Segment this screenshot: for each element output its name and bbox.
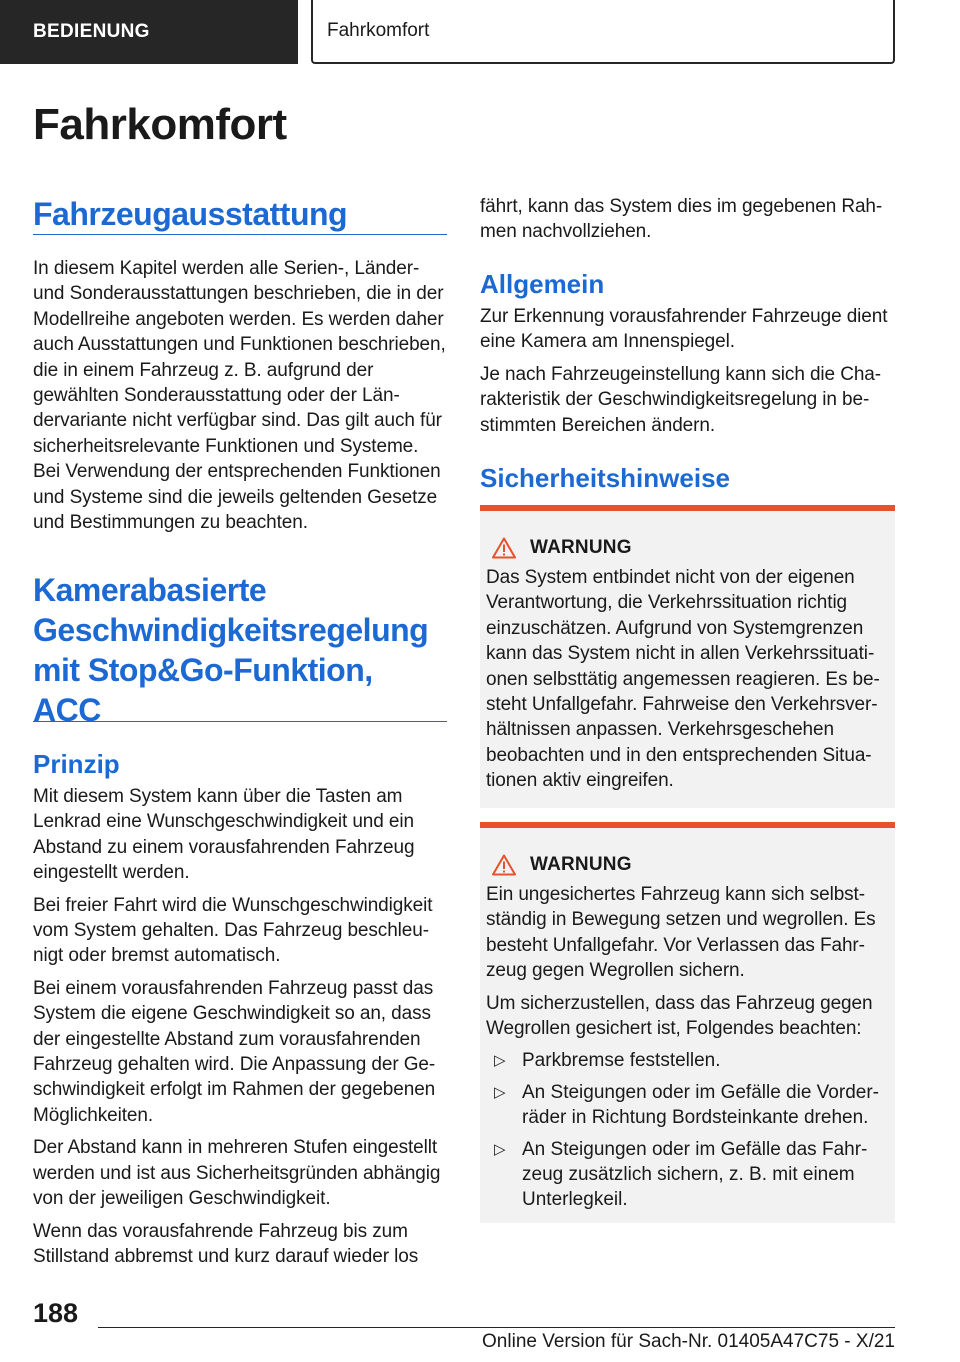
heading-fahrzeugausstattung: Fahrzeugausstattung xyxy=(33,196,348,232)
warning-triangle-icon xyxy=(492,854,516,876)
section-prinzip xyxy=(33,748,447,1269)
warning-title-text: WARNUNG xyxy=(530,854,632,875)
warning-bullet-list xyxy=(486,1048,889,1212)
header-topic-tab: Fahrkomfort xyxy=(311,0,895,64)
warning-text-2a: Ein ungesichertes Fahrzeug kann sich selbstständig in Bewegung setzen und wegrollen. Es besteht Unfallgefahr. Vor Verlassen das Fahrzeug gegen Wegrollen sichern. xyxy=(486,884,876,982)
rule-fahrzeugausstattung xyxy=(33,234,447,235)
text-prinzip-2: Bei freier Fahrt wird die Wunschgeschwindigkeit vom System gehalten. Das Fahrzeug beschleunigt oder bremst automatisch. xyxy=(33,894,433,967)
triangle-bullet-icon: ▷ xyxy=(494,1052,506,1070)
list-item: ▷ An Steigungen oder im Gefälle die Vorderräder in Richtung Bordsteinkante drehen. xyxy=(494,1081,879,1129)
list-item: ▷ An Steigungen oder im Gefälle das Fahrzeug zusätzlich sichern, z. B. mit einem Unterlegkeil. xyxy=(494,1138,868,1211)
text-allgemein-2: Je nach Fahrzeugeinstellung kann sich die Charakteristik der Geschwindigkeitsregelung in bestimmten Bereichen ändern. xyxy=(480,363,882,436)
triangle-bullet-icon: ▷ xyxy=(494,1083,506,1101)
text-fahrzeugausstattung: In diesem Kapitel werden alle Serien-, Länder- und Sonderausstattungen beschrieben, die in der Modellreihe angeboten werden. Es werden daher auch Ausstattungen und Funktionen beschrieben, die in einem Fahrzeug z. B. aufgrund der gewählten Sonderausstattung oder der Ländervariante nicht verfügbar sind. Das gilt auch für sicherheitsrelevante Funktionen und Systeme. Bei Verwendung der entsprechenden Funktionen und Systeme sind die jeweils geltenden Gesetze und Bestimmungen zu beachten. xyxy=(33,258,446,534)
warning-box-2 xyxy=(480,822,895,1223)
text-prinzip-1: Mit diesem System kann über die Tasten am Lenkrad eine Wunschgeschwindigkeit und ein Abstand zu einem vorausfahrenden Fahrzeug eingestellt werden. xyxy=(33,786,415,884)
text-continuation: fährt, kann das System dies im gegebenen Rahmen nachvollziehen. xyxy=(480,196,883,243)
heading-allgemein: Allgemein xyxy=(480,269,605,299)
text-allgemein-1: Zur Erkennung vorausfahrender Fahrzeuge dient eine Kamera am Innenspiegel. xyxy=(480,306,888,353)
rule-acc xyxy=(33,721,447,722)
warning-title xyxy=(486,537,889,559)
section-allgemein xyxy=(480,268,895,438)
footer-rule xyxy=(98,1327,895,1328)
text-prinzip-3: Bei einem vorausfahrenden Fahrzeug passt das System die eigene Geschwindigkeit so an, dass der eingestellte Abstand zum vorausfahrenden Fahrzeug gehalten wird. Die Anpassung der Geschwindigkeit erfolgt im Rahmen der gegebenen Möglichkeiten. xyxy=(33,977,436,1126)
warning-text-1: Das System entbindet nicht von der eigenen Verantwortung, die Verkehrssituation richtig einzuschätzen. Aufgrund von Systemgrenzen kann das System nicht in allen Verkehrssituationen selbsttätig angemessen reagieren. Es besteht Unfallgefahr. Fahrweise den Verkehrsverhältnissen anpassen. Verkehrsgeschehen beobachten und in den entsprechenden Situationen aktiv eingreifen. xyxy=(486,567,880,792)
header-section-tab: BEDIENUNG xyxy=(0,0,298,64)
text-prinzip-5: Wenn das vorausfahrende Fahrzeug bis zum Stillstand abbremst und kurz darauf wieder los xyxy=(33,1220,419,1267)
triangle-bullet-icon: ▷ xyxy=(494,1140,506,1158)
heading-prinzip: Prinzip xyxy=(33,749,120,779)
warning-title-text: WARNUNG xyxy=(530,537,632,558)
text-prinzip-4: Der Abstand kann in mehreren Stufen eingestellt werden und ist aus Sicherheitsgründen abhängig von der jeweiligen Geschwindigkeit. xyxy=(33,1137,441,1210)
warning-box-1 xyxy=(480,505,895,808)
page-number: 188 xyxy=(33,1298,79,1328)
warning-triangle-icon xyxy=(492,537,516,559)
warning-title xyxy=(486,854,889,876)
list-item: ▷ Parkbremse feststellen. xyxy=(486,1048,889,1073)
footer-version-text: Online Version für Sach-Nr. 01405A47C75 - X/21 xyxy=(482,1331,895,1352)
page-title: Fahrkomfort xyxy=(33,100,287,149)
heading-sicherheitshinweise: Sicherheitshinweise xyxy=(480,463,730,493)
heading-acc: Kamerabasierte Geschwindigkeitsregelung mit Stop&Go-Funktion, ACC xyxy=(33,572,429,728)
warning-text-2b: Um sicherzustellen, dass das Fahrzeug gegen Wegrollen gesichert ist, Folgendes beachten: xyxy=(486,992,873,1040)
